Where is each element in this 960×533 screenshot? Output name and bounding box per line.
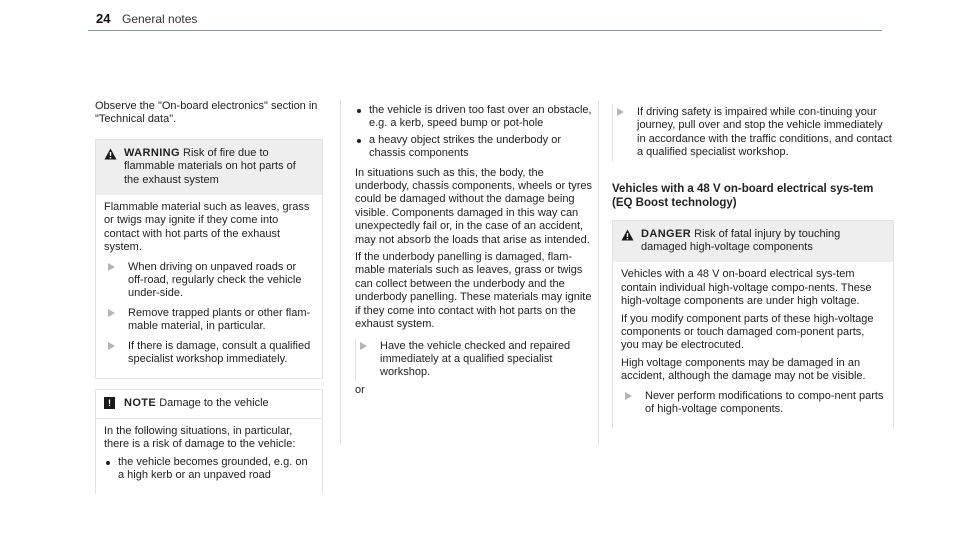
section-heading: Vehicles with a 48 V on-board electrical sys-tem (EQ Boost technology) [612,182,874,209]
column-divider [598,100,599,445]
warning-label: WARNING [124,146,180,159]
page-title: General notes [122,12,198,26]
danger-paragraph: If you modify component parts of these high-voltage components or touch damaged com-ponent parts, you may be electrocuted. [621,312,874,352]
repair-step [355,338,595,382]
arrow-right-icon [625,392,632,400]
list-item: the vehicle is driven too fast over an obstacle, e.g. a kerb, speed bump or pot-hole [355,104,595,131]
danger-label: DANGER [641,227,692,240]
warning-step-text: When driving on unpaved roads or off-road, regularly check the vehicle under-side. [128,260,302,300]
intro-text: Observe the "On-board electronics" section in "Technical data". [95,100,318,126]
page-number: 24 [96,11,111,26]
note-bullets [104,456,314,483]
danger-title: Risk of fatal injury by touching damaged high-voltage components [641,227,841,254]
header-rule [88,30,882,31]
warning-step [104,307,314,334]
danger-step-text: Never perform modifications to compo-nent parts of high-voltage components. [645,389,884,416]
arrow-right-icon [360,342,367,350]
warning-box [95,139,323,379]
note-header [96,390,322,418]
arrow-right-icon [108,342,115,350]
damage-bullets [355,104,595,161]
body-paragraph: If the underbody panelling is damaged, flam-mable materials such as leaves, grass or twigs can collect between the underbody and the underbody panelling. These materials may ignite if they come into contact with hot parts on the exhaust system. [355,251,592,331]
danger-step [621,390,885,417]
page-header [88,8,882,38]
column-divider [340,100,341,445]
warning-header [96,140,322,195]
repair-step-text: Have the vehicle checked and repaired immediately at a qualified specialist workshop. [380,339,571,379]
danger-body [613,262,893,427]
danger-header [613,221,893,263]
column-middle [355,104,595,401]
danger-paragraph: High voltage components may be damaged in an accident, although the damage may not be visible. [621,356,866,383]
danger-box [612,220,894,428]
note-box [95,389,323,494]
arrow-right-icon [108,309,115,317]
warning-triangle-icon [104,148,117,160]
note-title: Damage to the vehicle [159,396,269,409]
exclamation-icon: ! [104,397,115,409]
warning-step [104,340,314,367]
column-left [95,100,323,504]
danger-triangle-icon [621,229,634,241]
warning-step-text: If there is damage, consult a qualified specialist workshop immediately. [128,339,311,366]
column-right [612,104,894,438]
warning-step-text: Remove trapped plants or other flam-mable material, in particular. [128,306,311,333]
note-label: NOTE [124,396,157,409]
warning-text: Flammable material such as leaves, grass or twigs may ignite if they come into contact with hot parts of the exhaust system. [104,201,310,254]
arrow-right-icon [108,263,115,271]
driving-safety-step [612,104,894,162]
note-body [96,418,322,494]
warning-title: Risk of fire due to flammable materials on hot parts of the exhaust system [124,146,296,186]
list-item: the vehicle becomes grounded, e.g. on a high kerb or an unpaved road [104,456,314,483]
danger-paragraph: Vehicles with a 48 V on-board electrical sys-tem contain individual high-voltage compo-nents. These high-voltage components are under high voltage. [621,268,872,308]
body-paragraph: In situations such as this, the body, the underbody, chassis components, wheels or tyres could be damaged without the damage being visible. Components damaged in this way can unexpectedly fail or, in the case of an accident, may not absorb the loads that arise as intended. [355,166,593,246]
or-text: or [355,383,365,396]
list-item: a heavy object strikes the underbody or chassis components [355,134,595,161]
note-text: In the following situations, in particular, there is a risk of damage to the vehicle: [104,424,296,451]
warning-body [96,195,322,377]
warning-step [104,261,314,301]
driving-safety-text: If driving safety is impaired while con-tinuing your journey, pull over and stop the vehicle immediately in accordance with the traffic conditions, and contact a qualified specialist workshop. [637,106,892,159]
arrow-right-icon [617,108,624,116]
